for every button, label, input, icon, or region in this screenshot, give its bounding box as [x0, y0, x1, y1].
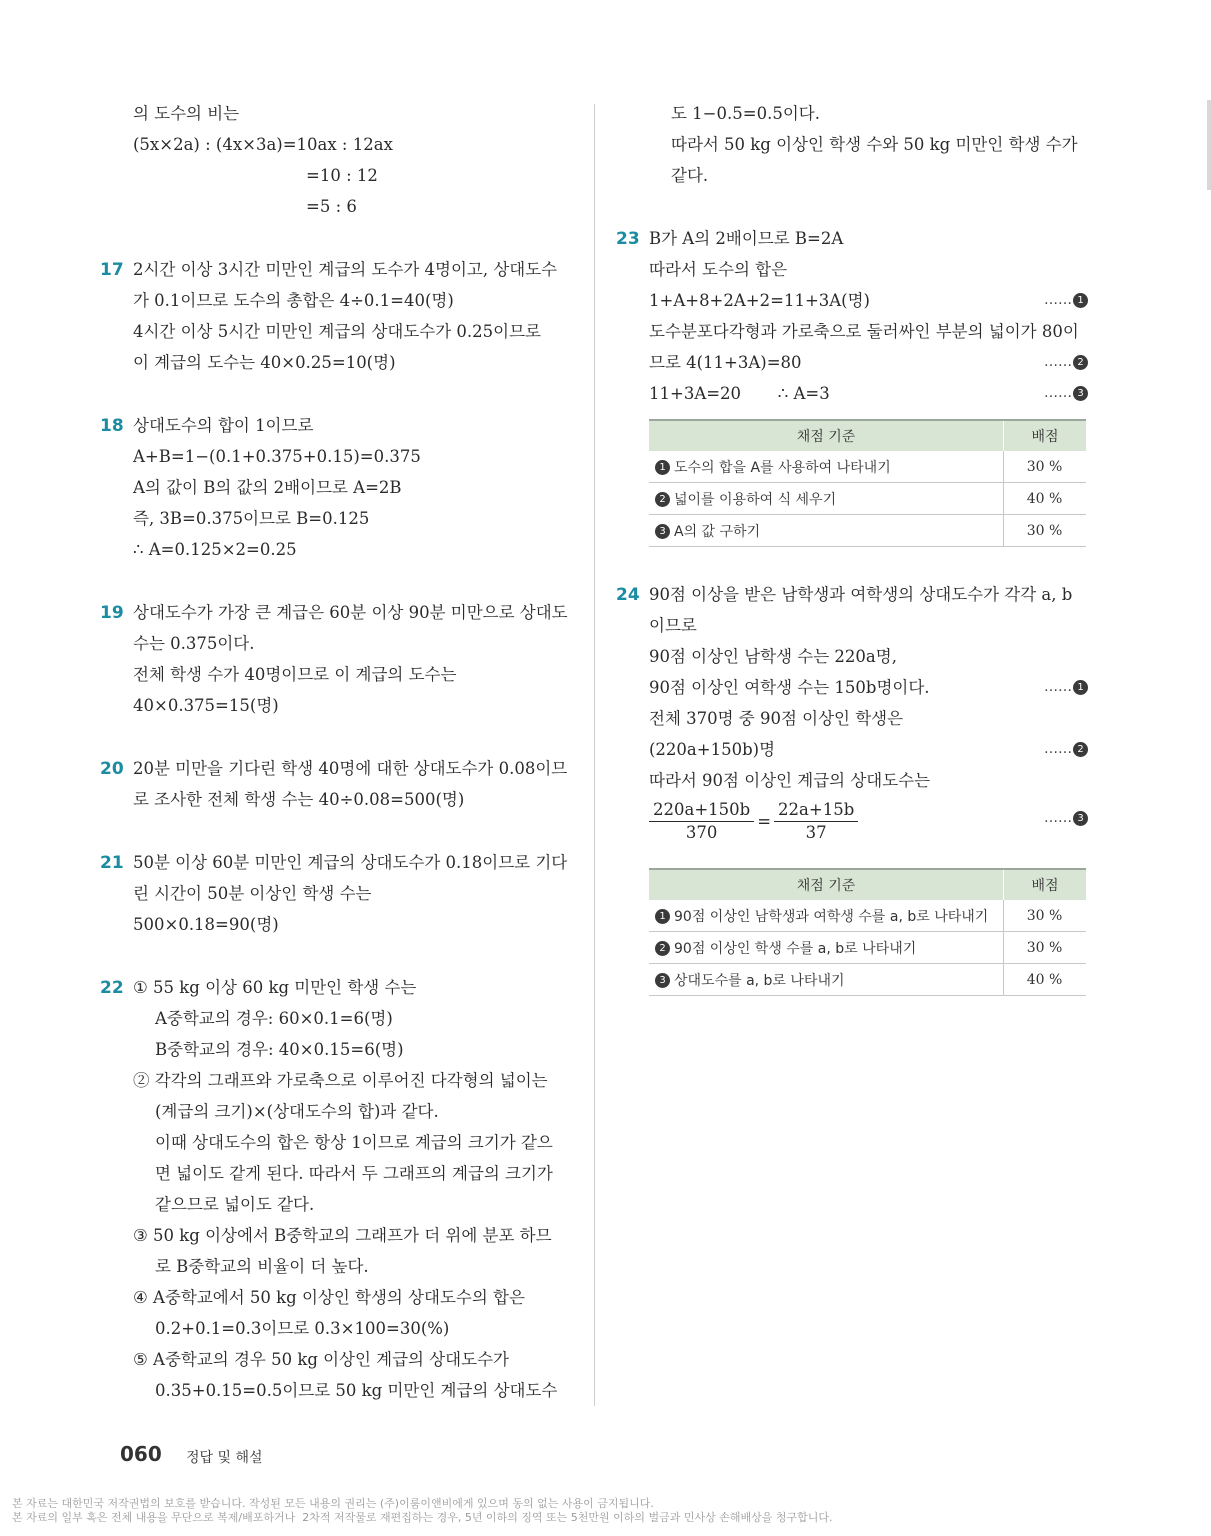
problem-number: 23	[616, 229, 640, 249]
table-row	[649, 964, 1086, 996]
solution-line: 상대도수가 가장 큰 계급은 60분 이상 90분 미만으로 상대도	[133, 603, 568, 622]
intro-line: (5x×2a) : (4x×3a)=10ax : 12ax	[133, 135, 393, 154]
solution-line: 같으므로 넓이도 같다.	[155, 1195, 315, 1214]
solution-line: A의 값이 B의 값의 2배이므로 A=2B	[133, 478, 402, 497]
dots: ……	[1044, 385, 1072, 401]
solution-line: 전체 학생 수가 40명이므로 이 계급의 도수는	[133, 665, 457, 684]
solution-line-marked	[616, 672, 1088, 703]
solution-line: 따라서 50 kg 이상인 학생 수와 50 kg 미만인 학생 수가	[671, 135, 1078, 154]
solution-line: 90점 이상인 남학생 수는 220a명,	[649, 647, 897, 666]
step-circle-icon: 3	[1073, 811, 1088, 826]
problem-number: 22	[100, 978, 124, 998]
problem-number: 21	[100, 853, 124, 873]
table-cell: 30 %	[1004, 900, 1087, 932]
solution-line-marked	[616, 347, 1088, 378]
problem-number: 19	[100, 603, 124, 623]
step-circle-icon: 2	[655, 941, 670, 956]
solution-line: B중학교의 경우: 40×0.15=6(명)	[155, 1040, 404, 1059]
solution-line: ① 55 kg 이상 60 kg 미만인 학생 수는	[133, 978, 417, 997]
step-circle-icon: 2	[1073, 742, 1088, 757]
solution-text: (220a+150b)명	[649, 740, 776, 759]
table-cell: A의 값 구하기	[674, 523, 761, 540]
problem-17	[100, 254, 580, 378]
solution-line: 이 계급의 도수는 40×0.25=10(명)	[133, 353, 396, 372]
step-circle-icon: 3	[655, 524, 670, 539]
intro-line: 의 도수의 비는	[133, 104, 240, 123]
intro-block	[100, 98, 580, 222]
solution-line: ∴ A=0.125×2=0.25	[133, 540, 297, 559]
scoring-table	[649, 419, 1086, 547]
solution-line: 린 시간이 50분 이상인 학생 수는	[133, 884, 372, 903]
right-column	[616, 98, 1088, 996]
problem-19	[100, 597, 580, 721]
problem-23	[616, 223, 1088, 547]
solution-text: 1+A+8+2A+2=11+3A(명)	[649, 291, 870, 310]
step-marker	[1044, 378, 1088, 409]
solution-line: 40×0.375=15(명)	[133, 696, 279, 715]
table-cell: 도수의 합을 A를 사용하여 나타내기	[674, 459, 891, 476]
table-cell: 40 %	[1004, 483, 1087, 515]
step-marker	[1044, 285, 1088, 316]
fraction	[649, 799, 754, 844]
solution-line: 도 1−0.5=0.5이다.	[671, 104, 820, 123]
table-cell: 30 %	[1004, 451, 1087, 483]
equals-sign: =	[757, 811, 772, 831]
solution-text: 므로 4(11+3A)=80	[649, 353, 802, 372]
dots: ……	[1044, 810, 1072, 826]
problem-22-continued	[616, 98, 1088, 191]
solution-line: 로 조사한 전체 학생 수는 40÷0.08=500(명)	[133, 790, 465, 809]
table-cell: 30 %	[1004, 515, 1087, 547]
solution-text: 11+3A=20 ∴ A=3	[649, 384, 830, 403]
problem-24	[616, 579, 1088, 996]
solution-line: 2시간 이상 3시간 미만인 계급의 도수가 4명이고, 상대도수	[133, 260, 558, 279]
left-column	[100, 98, 580, 1406]
dots: ……	[1044, 741, 1072, 757]
problem-number: 18	[100, 416, 124, 436]
solution-line: 면 넓이도 같게 된다. 따라서 두 그래프의 계급의 크기가	[155, 1164, 553, 1183]
table-header: 채점 기준	[649, 869, 1004, 900]
solution-line: 0.2+0.1=0.3이므로 0.3×100=30(%)	[155, 1319, 450, 1338]
numerator: 22a+15b	[774, 799, 858, 822]
solution-line: 90점 이상을 받은 남학생과 여학생의 상대도수가 각각 a, b	[649, 585, 1073, 604]
solution-line: 같다.	[671, 166, 709, 185]
solution-line: ② 각각의 그래프와 가로축으로 이루어진 다각형의 넓이는	[133, 1071, 548, 1090]
solution-line: 즉, 3B=0.375이므로 B=0.125	[133, 509, 370, 528]
solution-line: 50분 이상 60분 미만인 계급의 상대도수가 0.18이므로 기다	[133, 853, 568, 872]
solution-line: 따라서 90점 이상인 계급의 상대도수는	[649, 771, 931, 790]
solution-line: 수는 0.375이다.	[133, 634, 255, 653]
solution-line-marked	[616, 285, 1088, 316]
numerator: 220a+150b	[649, 799, 754, 822]
fraction	[774, 799, 858, 844]
solution-line: 4시간 이상 5시간 미만인 계급의 상대도수가 0.25이므로	[133, 322, 541, 341]
solution-line: 따라서 도수의 합은	[649, 260, 788, 279]
intro-line: =5 : 6	[306, 197, 357, 216]
table-cell: 90점 이상인 학생 수를 a, b로 나타내기	[674, 940, 917, 957]
problem-20	[100, 753, 580, 815]
step-circle-icon: 3	[655, 973, 670, 988]
problem-21	[100, 847, 580, 940]
problem-number: 17	[100, 260, 124, 280]
intro-line: =10 : 12	[306, 166, 378, 185]
step-circle-icon: 1	[1073, 293, 1088, 308]
table-cell: 30 %	[1004, 932, 1087, 964]
copyright-line: 본 자료의 일부 혹은 전체 내용을 무단으로 복제/배포하거나 2차적 저작물로 재편집하는 경우, 5년 이하의 징역 또는 5천만원 이하의 벌금과 민사상 손해배상을 청구합니다.	[12, 1511, 833, 1524]
solution-line: B가 A의 2배이므로 B=2A	[649, 229, 844, 248]
step-marker	[1044, 347, 1088, 378]
step-marker	[1044, 734, 1088, 765]
table-header: 채점 기준	[649, 420, 1004, 451]
solution-line: 이므로	[649, 616, 697, 635]
solution-line: 가 0.1이므로 도수의 총합은 4÷0.1=40(명)	[133, 291, 454, 310]
solution-line: A+B=1−(0.1+0.375+0.15)=0.375	[133, 447, 421, 466]
dots: ……	[1044, 679, 1072, 695]
denominator: 37	[805, 822, 827, 842]
solution-line: (계급의 크기)×(상대도수의 합)과 같다.	[155, 1102, 439, 1121]
dots: ……	[1044, 354, 1072, 370]
fraction-equation	[616, 796, 1088, 846]
solution-line-marked	[616, 378, 1088, 409]
table-cell: 90점 이상인 남학생과 여학생 수를 a, b로 나타내기	[674, 908, 989, 925]
scoring-table	[649, 868, 1086, 996]
step-circle-icon: 1	[655, 460, 670, 475]
step-marker	[1044, 810, 1088, 826]
page-number: 060	[120, 1442, 162, 1466]
problem-22	[100, 972, 580, 1406]
table-cell: 상대도수를 a, b로 나타내기	[674, 972, 845, 989]
problem-18	[100, 410, 580, 565]
solution-line: ⑤ A중학교의 경우 50 kg 이상인 계급의 상대도수가	[133, 1350, 509, 1369]
table-row	[649, 900, 1086, 932]
problem-number: 24	[616, 585, 640, 605]
step-circle-icon: 3	[1073, 386, 1088, 401]
solution-line: 20분 미만을 기다린 학생 40명에 대한 상대도수가 0.08이므	[133, 759, 568, 778]
solution-line: 이때 상대도수의 합은 항상 1이므로 계급의 크기가 같으	[155, 1133, 553, 1152]
copyright-line: 본 자료는 대한민국 저작권법의 보호를 받습니다. 작성된 모든 내용의 권리는 (주)이룸이앤비에게 있으며 동의 없는 사용이 금지됩니다.	[12, 1497, 654, 1510]
solution-line-marked	[616, 734, 1088, 765]
solution-line: 전체 370명 중 90점 이상인 학생은	[649, 709, 904, 728]
solution-line: 로 B중학교의 비율이 더 높다.	[155, 1257, 369, 1276]
solution-line: 0.35+0.15=0.5이므로 50 kg 미만인 계급의 상대도수	[155, 1381, 558, 1400]
table-row	[649, 483, 1086, 515]
table-row	[649, 451, 1086, 483]
column-divider	[594, 104, 595, 1406]
step-marker	[1044, 672, 1088, 703]
step-circle-icon: 1	[655, 909, 670, 924]
solution-text: 90점 이상인 여학생 수는 150b명이다.	[649, 678, 930, 697]
footer-title: 정답 및 해설	[186, 1450, 263, 1466]
solution-line: A중학교의 경우: 60×0.1=6(명)	[155, 1009, 393, 1028]
table-row	[649, 932, 1086, 964]
page-edge-tab	[1207, 100, 1211, 190]
step-circle-icon: 1	[1073, 680, 1088, 695]
table-header: 배점	[1004, 420, 1087, 451]
table-header: 배점	[1004, 869, 1087, 900]
solution-line: ④ A중학교에서 50 kg 이상인 학생의 상대도수의 합은	[133, 1288, 525, 1307]
solution-line: ③ 50 kg 이상에서 B중학교의 그래프가 더 위에 분포 하므	[133, 1226, 552, 1245]
solution-line: 500×0.18=90(명)	[133, 915, 279, 934]
problem-number: 20	[100, 759, 124, 779]
table-cell: 40 %	[1004, 964, 1087, 996]
table-cell: 넓이를 이용하여 식 세우기	[674, 491, 837, 508]
copyright-notice	[12, 1497, 833, 1525]
step-circle-icon: 2	[655, 492, 670, 507]
dots: ……	[1044, 292, 1072, 308]
solution-line: 도수분포다각형과 가로축으로 둘러싸인 부분의 넓이가 80이	[649, 322, 1079, 341]
step-circle-icon: 2	[1073, 355, 1088, 370]
table-row	[649, 515, 1086, 547]
denominator: 370	[685, 822, 718, 842]
solution-line: 상대도수의 합이 1이므로	[133, 416, 314, 435]
